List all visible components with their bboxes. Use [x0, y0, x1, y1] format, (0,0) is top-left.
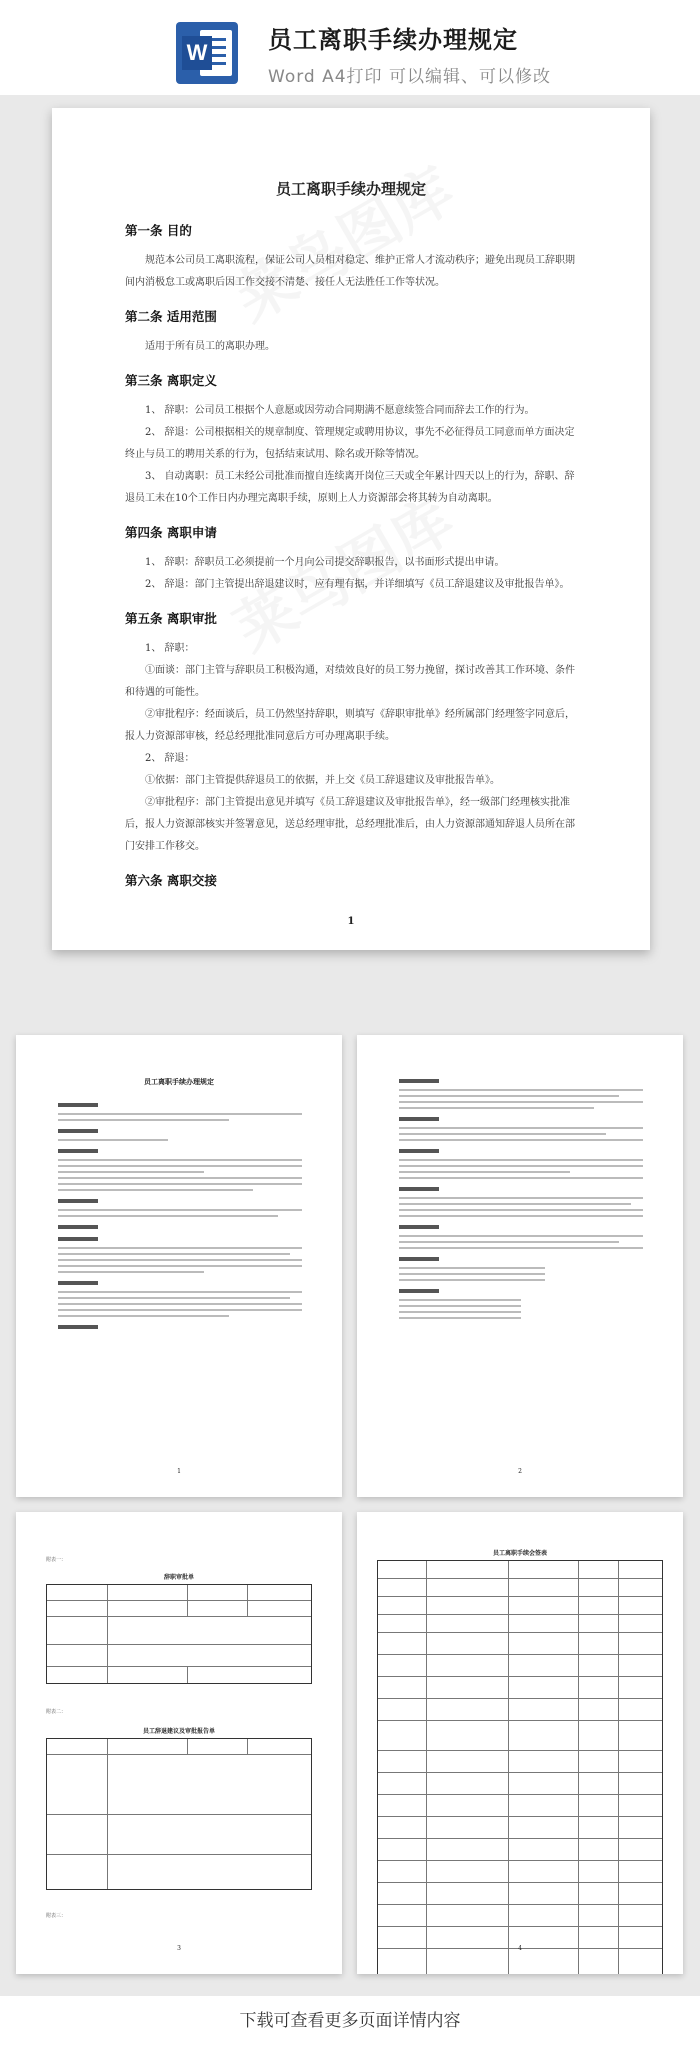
thumbnail-line	[399, 1279, 545, 1281]
thumbnail-line	[399, 1095, 619, 1097]
handover-signoff-table	[377, 1560, 663, 1974]
thumbnail-line	[399, 1149, 439, 1153]
page-title: 员工离职手续办理规定	[268, 26, 518, 54]
section-paragraph: 3、 自动离职：员工未经公司批准而擅自连续离开岗位三天或全年累计四天以上的行为，辞职、辞退员工未在10个工作日内办理完离职手续，原则上人力资源部会将其转为自动离职。	[125, 471, 575, 504]
thumbnail-line	[58, 1183, 302, 1185]
table-title: 员工辞退建议及审批报告单	[142, 1728, 215, 1735]
thumbnail-line	[399, 1165, 643, 1167]
thumbnail-line	[399, 1209, 643, 1211]
table-row	[378, 1861, 662, 1883]
table-title: 辞职审批单	[163, 1574, 194, 1581]
thumbnail-line	[399, 1187, 439, 1191]
thumbnail-line	[58, 1165, 302, 1167]
thumbnail-line	[58, 1129, 98, 1133]
thumbnail-line	[399, 1273, 545, 1275]
page-number: 1	[347, 916, 355, 927]
thumbnail-line	[58, 1259, 302, 1261]
table-row	[378, 1905, 662, 1927]
section-paragraph: ②审批程序：经面谈后，员工仍然坚持辞职，则填写《辞职审批单》经所属部门经理签字同意后，报人力资源部审核，经总经理批准同意后方可办理离职手续。	[125, 709, 575, 742]
section-paragraph: ①依据：部门主管提供辞退员工的依据，并上交《员工辞退建议及审批报告单》。	[145, 775, 500, 786]
table-row	[378, 1839, 662, 1861]
thumbnail-line	[399, 1267, 545, 1269]
thumbnail-line	[399, 1247, 643, 1249]
thumbnail-line	[58, 1325, 98, 1329]
thumbnail-line	[58, 1265, 302, 1267]
section-paragraph: 1、 辞职：公司员工根据个人意愿或因劳动合同期满不愿意续签合同而辞去工作的行为。	[145, 405, 535, 416]
attachment-label: 附表一：	[46, 1557, 67, 1563]
thumbnail-line	[58, 1315, 229, 1317]
word-document-icon	[176, 22, 238, 84]
thumbnail-line	[58, 1177, 302, 1179]
thumbnail-line	[58, 1171, 204, 1173]
table-row	[378, 1949, 662, 1974]
section-paragraph: 2、 辞退：	[145, 753, 195, 764]
attachment-label: 附表二：	[46, 1709, 67, 1715]
thumbnail-line	[399, 1225, 439, 1229]
thumbnail-line	[58, 1103, 98, 1107]
section-paragraph: 1、 辞职：辞职员工必须提前一个月向公司提交辞职报告，以书面形式提出申请。	[145, 557, 505, 568]
table-row	[378, 1773, 662, 1795]
section-heading: 第二条 适用范围	[125, 309, 217, 324]
header-banner	[0, 0, 700, 95]
document-body	[125, 220, 580, 900]
section-heading: 第三条 离职定义	[125, 373, 217, 388]
thumbnail-line	[399, 1289, 439, 1293]
thumbnail-line	[58, 1237, 98, 1241]
thumbnail-line	[58, 1303, 302, 1305]
thumbnail-line	[58, 1271, 204, 1273]
thumbnail-page-2[interactable]	[357, 1035, 683, 1497]
thumbnail-line	[399, 1089, 643, 1091]
thumbnail-line	[399, 1203, 631, 1205]
thumbnail-line	[399, 1177, 643, 1179]
thumbnail-page-number: 1	[177, 1468, 181, 1475]
thumbnail-line	[58, 1281, 98, 1285]
thumbnail-line	[58, 1215, 278, 1217]
thumbnail-page-1[interactable]	[16, 1035, 342, 1497]
thumbnail-line	[399, 1127, 643, 1129]
section-paragraph: 规范本公司员工离职流程，保证公司人员相对稳定、维护正常人才流动秩序；避免出现员工辞职期间内消极怠工或离职后因工作交接不清楚、接任人无法胜任工作等状况。	[125, 255, 575, 288]
thumbnail-line	[399, 1171, 570, 1173]
thumbnail-line	[399, 1299, 521, 1301]
table-row	[378, 1699, 662, 1721]
thumbnail-line	[58, 1297, 290, 1299]
thumbnail-line	[58, 1113, 302, 1115]
table-row	[378, 1597, 662, 1615]
table-row	[378, 1677, 662, 1699]
thumbnail-line	[399, 1197, 643, 1199]
thumbnail-line	[399, 1257, 439, 1261]
thumbnail-page-3[interactable]	[16, 1512, 342, 1974]
thumbnail-line	[399, 1241, 619, 1243]
table-row	[378, 1633, 662, 1655]
thumbnail-text-lines	[399, 1071, 643, 1323]
thumbnail-line	[399, 1235, 643, 1237]
thumbnail-line	[399, 1101, 643, 1103]
section-paragraph: 2、 辞退：公司根据相关的规章制度、管理规定或聘用协议，事先不必征得员工同意而单方面决定终止与员工的聘用关系的行为，包括结束试用、除名或开除等情况。	[125, 427, 575, 460]
attachment-label: 附表三：	[46, 1913, 67, 1919]
thumbnail-text-lines	[58, 1095, 302, 1335]
thumbnail-line	[399, 1117, 439, 1121]
thumbnail-line	[399, 1139, 643, 1141]
table-title: 员工离职手续会签表	[492, 1550, 547, 1557]
thumbnail-line	[399, 1311, 521, 1313]
thumbnail-line	[58, 1159, 302, 1161]
section-paragraph: 2、 辞退：部门主管提出辞退建议时，应有理有据，并详细填写《员工辞退建议及审批报告单》。	[145, 579, 570, 590]
page-subtitle: Word A4打印 可以编辑、可以修改	[268, 67, 551, 87]
table-row	[378, 1817, 662, 1839]
thumbnail-line	[399, 1133, 606, 1135]
thumbnail-line	[399, 1317, 521, 1319]
thumbnail-line	[399, 1159, 643, 1161]
document-title: 员工离职手续办理规定	[275, 180, 426, 198]
section-heading: 第四条 离职申请	[125, 525, 217, 540]
section-paragraph: 1、 辞职：	[145, 643, 195, 654]
thumbnail-line	[399, 1107, 594, 1109]
thumbnail-line	[58, 1225, 98, 1229]
thumbnail-line	[58, 1253, 290, 1255]
table-row	[378, 1561, 662, 1579]
view-more-link[interactable]: 下载可查看更多页面详情内容	[0, 1996, 700, 2046]
table-row	[378, 1655, 662, 1677]
section-heading: 第六条 离职交接	[125, 873, 217, 888]
section-paragraph: 适用于所有员工的离职办理。	[145, 341, 275, 352]
thumbnail-page-4[interactable]	[357, 1512, 683, 1974]
thumbnail-line	[58, 1209, 302, 1211]
thumbnail-page-number: 2	[518, 1468, 522, 1475]
thumbnail-line	[58, 1199, 98, 1203]
section-paragraph: ①面谈：部门主管与辞职员工积极沟通，对绩效良好的员工努力挽留，探讨改善其工作环境、条件和待遇的可能性。	[125, 665, 575, 698]
table-row	[378, 1721, 662, 1751]
document-page-preview[interactable]	[52, 108, 650, 950]
thumbnail-line	[58, 1189, 253, 1191]
thumbnail-line	[58, 1119, 229, 1121]
table-row	[378, 1579, 662, 1597]
table-row	[378, 1795, 662, 1817]
section-heading: 第一条 目的	[125, 223, 192, 238]
section-paragraph: ②审批程序：部门主管提出意见并填写《员工辞退建议及审批报告单》，经一级部门经理核实批准后，报人力资源部核实并签署意见，送总经理审批，总经理批准后，由人力资源部通知辞退人员所在部门安排工作移交。	[125, 797, 575, 852]
thumbnail-line	[58, 1291, 302, 1293]
resignation-table	[46, 1584, 312, 1684]
table-row	[378, 1615, 662, 1633]
thumbnail-title: 员工离职手续办理规定	[144, 1077, 214, 1086]
thumbnail-line	[58, 1139, 168, 1141]
thumbnail-line	[58, 1149, 98, 1153]
thumbnail-line	[58, 1309, 302, 1311]
thumbnail-line	[399, 1215, 643, 1217]
section-heading: 第五条 离职审批	[125, 611, 217, 626]
dismissal-table	[46, 1738, 312, 1890]
table-row	[378, 1883, 662, 1905]
word-icon-letter: W	[182, 36, 212, 70]
thumbnail-line	[399, 1305, 521, 1307]
thumbnail-line	[58, 1247, 302, 1249]
thumbnail-page-number: 3	[177, 1945, 181, 1952]
thumbnail-page-number: 4	[518, 1945, 522, 1952]
table-row	[378, 1751, 662, 1773]
thumbnail-line	[399, 1079, 439, 1083]
